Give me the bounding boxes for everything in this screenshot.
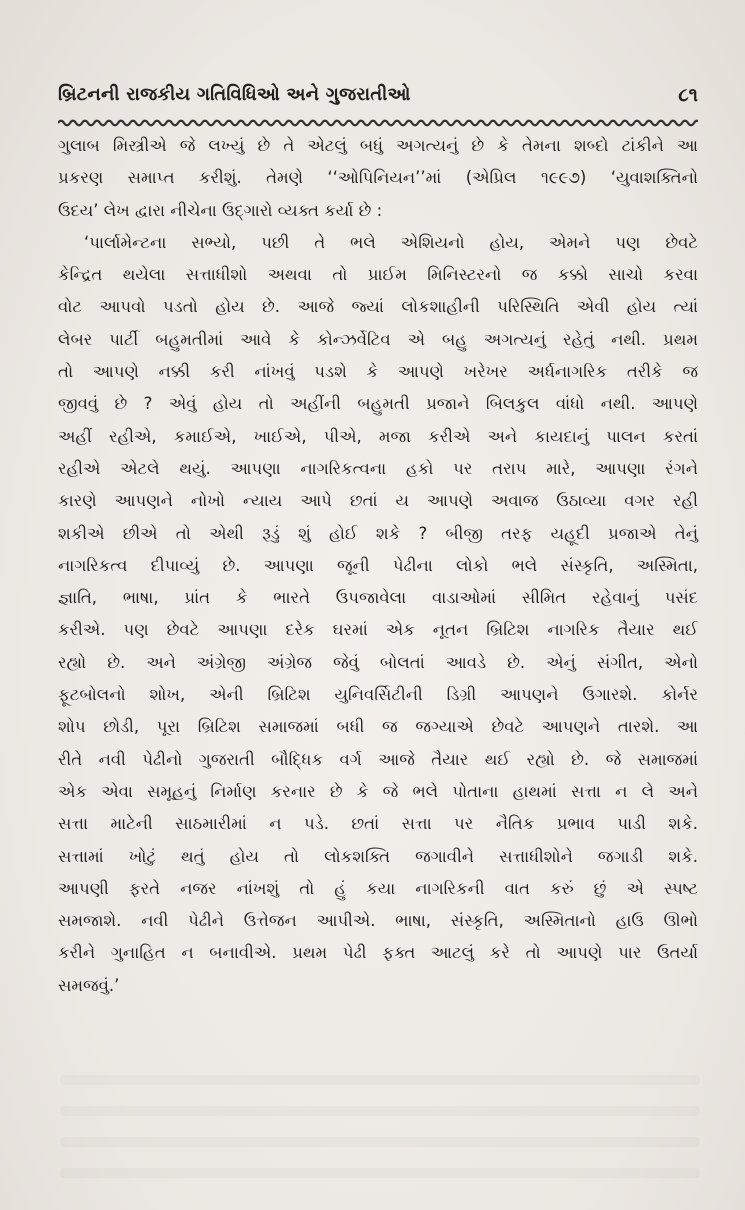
text-line: ‘પાર્લામેન્ટના સભ્યો, પછી તે ભલે એશિયનો હોય, એમને પણ છેવટે [84,232,698,252]
text-line: સમજાશે. નવી પેઢીને ઉત્તેજન આપીએ. ભાષા, સંસ્કૃતિ, અસ્મિતાનો હાઉ ઊભો [58,911,698,931]
text-line: તો આપણે નક્કી કરી નાંખવું પડશે કે આપણે ખરેખર અર્ધનાગરિક તરીકે જ [58,362,698,382]
text-line: શોપ છોડી, પૂરા બ્રિટિશ સમાજમાં બધી જ જગ્યાએ છેવટે આપણને તારશે. આ [58,717,698,737]
text-line: લેબર પાર્ટી બહુમતીમાં આવે કે કોન્ઝર્વેટિવ એ બહુ અગત્યનું રહેતું નથી. પ્રથમ [58,329,698,349]
text-line: એક એવા સમૂહનું નિર્માણ કરનાર છે કે જે ભલે પોતાના હાથમાં સત્તા ન લે અને [58,781,698,801]
text-line: સત્તા માટેની સાઠમારીમાં ન પડે. છતાં સત્તા પર નૈતિક પ્રભાવ પાડી શકે. [58,814,698,834]
text-line: શકીએ છીએ તો એથી રૂડું શું હોઈ શકે ? બીજી તરફ યહૂદી પ્રજાએ તેનું [58,523,698,543]
text-line: કારણે આપણને નોખો ન્યાય આપે છતાં ય આપણે અવાજ ઉઠાવ્યા વગર રહી [58,491,698,511]
text-line: કરીને ગુનાહિત ન બનાવીએ. પ્રથમ પેઢી ફક્ત આટલું કરે તો આપણે પાર ઉતર્યા [58,943,698,963]
text-line: રીતે નવી પેઢીનો ગુજરાતી બૌદ્ધિક વર્ગ આજે તૈયાર થઈ રહ્યો છે. જે સમાજમાં [58,749,698,769]
show-through-text [60,1137,700,1147]
text-line: પ્રકરણ સમાપ્ત કરીશું. તેમણે ‘‘ઓપિનિયન’’માં (એપ્રિલ ૧૯૯૭) ‘યુવાશક્તિનો [58,168,698,188]
text-line: આપણી ફરતે નજર નાંખશું તો હું કયા નાગરિકની વાત કરું છું એ સ્પષ્ટ [58,878,698,898]
show-through-text [60,1075,700,1085]
text-line: કરીએ. પણ છેવટે આપણા દરેક ઘરમાં એક નૂતન બ્રિટિશ નાગરિક તૈયાર થઈ [58,620,698,640]
intro-paragraph [58,130,698,227]
running-head: બ્રિટનની રાજકીય ગતિવિધિઓ અને ગુજરાતીઓ [58,84,411,105]
show-through-text [60,1106,700,1116]
text-line: જ્ઞાતિ, ભાષા, પ્રાંત કે ભારતે ઉપજાવેલા વાડાઓમાં સીમિત રહેવાનું પસંદ [58,588,698,608]
body-text [58,130,698,1002]
page-number: ૮૧ [678,84,698,106]
text-line: રહ્યો છે. અને અંગ્રેજી અંગ્રેજ જેવું બોલતાં આવડે છે. એનું સંગીત, એનો [58,652,698,672]
text-line: જીવવું છે ? એવું હોય તો અહીંની બહુમતી પ્રજાને બિલકુલ વાંધો નથી. આપણે [58,394,698,414]
quoted-passage [58,227,698,1002]
text-line: સમજવું.’ [58,975,120,995]
text-line: નાગરિકત્વ દીપાવ્યું છે. આપણા જૂની પેઢીના લોકો ભલે સંસ્કૃતિ, અસ્મિતા, [58,555,698,575]
text-line: વોટ આપવો પડતો હોય છે. આજે જ્યાં લોકશાહીની પરિસ્થિતિ એવી હોય ત્યાં [58,297,698,317]
text-line: રહીએ એટલે થયું. આપણા નાગરિકત્વના હકો પર તરાપ મારે, આપણા રંગને [58,458,698,478]
text-line: સત્તામાં ખોટું થતું હોય તો લોકશક્તિ જગાવીને સત્તાધીશોને જગાડી શકે. [58,846,698,866]
decorative-wavy-rule [58,118,698,128]
text-line: ગુલાબ મિસ્ત્રીએ જે લખ્યું છે તે એટલું બધું અગત્યનું છે કે તેમના શબ્દો ટાંકીને આ [58,136,698,155]
show-through-text [60,1168,700,1178]
text-line: અહીં રહીએ, કમાઈએ, ખાઈએ, પીએ, મજા કરીએ અને કાયદાનું પાલન કરતાં [58,426,698,446]
text-line: ઉદય’ લેખ દ્વારા નીચેના ઉદ્‌ગારો વ્યક્ત કર્યા છે : [58,200,383,220]
text-line: કેન્દ્રિત થયેલા સત્તાધીશો અથવા તો પ્રાઈમ મિનિસ્ટરનો જ કક્કો સાચો કરવા [58,265,698,285]
page-header [58,84,698,114]
text-line: ફૂટબોલનો શોખ, એની બ્રિટિશ યુનિવર્સિટીની ડિગ્રી આપણને ઉગારશે. કોર્નર [58,685,698,705]
